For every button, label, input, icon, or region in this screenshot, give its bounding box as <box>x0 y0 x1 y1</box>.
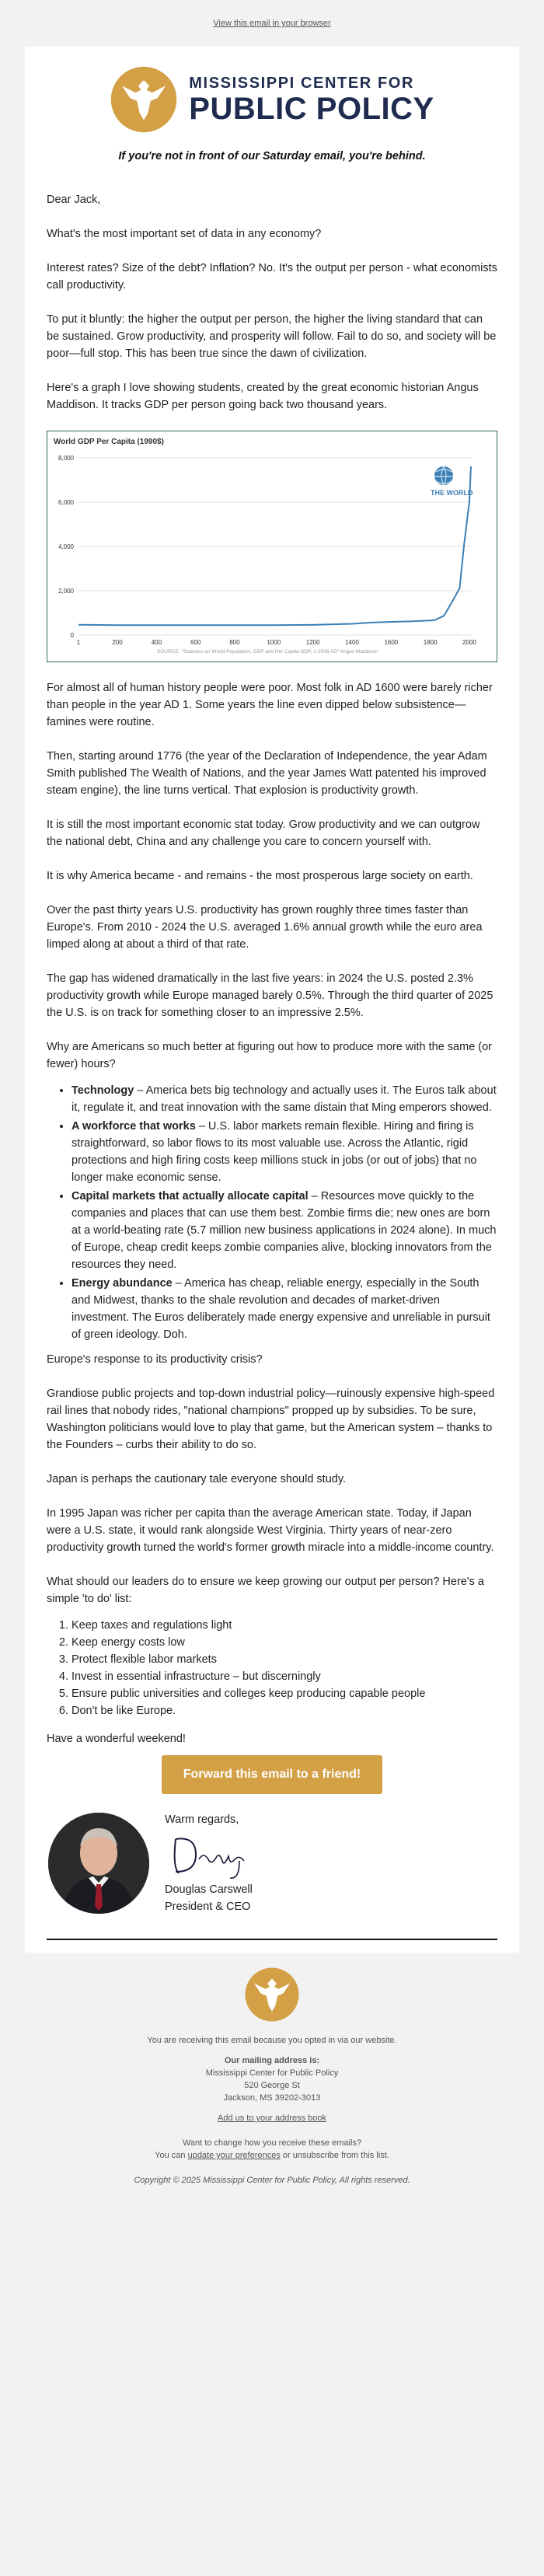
list-item-text: – Resources move quickly to the companies and places that can use them best. Zombie firms die; new ones are born at a world-beating rate (5.7 million new business applications in 2024 alone). In much of Europe, cheap credit keeps zombie companies alive, blocking innovators from the resources they need. <box>71 1190 497 1271</box>
todo-item: 6. Don't be like Europe. <box>71 1702 497 1719</box>
copyright: Copyright © 2025 Mississippi Center for Public Policy, All rights reserved. <box>134 2176 410 2185</box>
update-preferences-link[interactable]: update your preferences <box>187 2151 281 2160</box>
list-item-text: – America bets big technology and actually uses it. The Euros talk about it, regulate it, and treat innovation with the same distain that Ming emperors showed. <box>71 1084 497 1114</box>
gdp-chart <box>47 431 497 662</box>
list-item-head: A workforce that works <box>71 1120 196 1133</box>
list-item-text: – U.S. labor markets remain flexible. Hiring and firing is straightforward, so labor flows to its most valuable use. Across the Atlantic, rigid protections and high firing costs keep millions stuck in jobs (or out of jobs) that no longer make economic sense. <box>71 1120 477 1184</box>
paragraph: In 1995 Japan was richer per capita than the average American state. Today, if Japan were a U.S. state, it would rank alongside West Virginia. Thirty years of near-zero productivity growth turned the world's former growth miracle into a middle-income country. <box>47 1507 494 1554</box>
y-tick-label: 6,000 <box>58 499 74 506</box>
paragraph: Then, starting around 1776 (the year of the Declaration of Independence, the year Adam Smith published The Wealth of Nations, and the year James Watt patented his improved steam engine), the line turns vertical. That explosion is productivity growth. <box>47 750 487 797</box>
preferences-prefix: You can <box>155 2151 188 2160</box>
globe-icon <box>434 466 453 485</box>
list-item <box>71 1082 497 1116</box>
paragraph: It is why America became - and remains - the most prosperous large society on earth. <box>47 870 473 882</box>
paragraph: It is still the most important economic stat today. Grow productivity and we can outgrow the national debt, China and any challenge you care to concern yourself with. <box>47 819 480 848</box>
chart-source: SOURCE: "Statistics on World Population, GDP and Per Capita GDP, 1-2008 AD" Angus Maddison <box>156 649 378 654</box>
org-name: Mississippi Center for Public Policy <box>205 2068 339 2078</box>
todo-list <box>47 1617 497 1719</box>
x-tick-label: 1200 <box>305 639 320 646</box>
list-item-head: Capital markets that actually allocate capital <box>71 1190 309 1202</box>
todo-item: 2. Keep energy costs low <box>71 1634 497 1651</box>
x-tick-label: 1400 <box>345 639 359 646</box>
paragraph: What's the most important set of data in any economy? <box>47 228 322 240</box>
x-tick-label: 600 <box>190 639 201 646</box>
chart-legend: THE WORLD <box>431 489 473 497</box>
greeting: Dear Jack, <box>47 194 101 206</box>
optin-text: You are receiving this email because you opted in via our website. <box>147 2036 397 2045</box>
signer-title: President & CEO <box>165 1901 251 1913</box>
view-in-browser-link[interactable]: View this email in your browser <box>213 19 331 28</box>
x-tick-label: 200 <box>112 639 123 646</box>
change-text: Want to change how you receive these emails? <box>182 2138 362 2148</box>
paragraph: What should our leaders do to ensure we keep growing our output per person? Here's a simple 'to do' list: <box>47 1576 484 1605</box>
email-card <box>25 47 519 1953</box>
todo-item: 1. Keep taxes and regulations light <box>71 1617 497 1634</box>
mailing-label: Our mailing address is: <box>224 2056 320 2065</box>
signature-block <box>47 1810 497 1915</box>
handwritten-signature <box>165 1828 258 1881</box>
x-tick-label: 400 <box>151 639 162 646</box>
paragraph: Grandiose public projects and top-down industrial policy—ruinously expensive high-speed rail lines that nobody rides, "national champions" propped up by subsidies. To be sure, Washington politicians would love to play that game, but the American system – thanks to the Founders – curbs their ability to do so. <box>47 1387 495 1451</box>
todo-item: 3. Protect flexible labor markets <box>71 1651 497 1668</box>
todo-item: 5. Ensure public universities and colleges keep producing capable people <box>71 1685 497 1702</box>
logo-line-1: MISSISSIPPI CENTER FOR <box>189 74 414 92</box>
regards-text: Warm regards, <box>165 1813 239 1826</box>
y-tick-label: 8,000 <box>58 455 74 462</box>
preferences-line <box>0 2149 544 2162</box>
x-tick-label: 1600 <box>384 639 399 646</box>
paragraph: Japan is perhaps the cautionary tale everyone should study. <box>47 1473 347 1485</box>
paragraph: The gap has widened dramatically in the last five years: in 2024 the U.S. posted 2.3% productivity growth while Europe managed barely 0.5%. Through the third quarter of 2025 the U.S. is on track for something closer to an impressive 2.5%. <box>47 972 493 1019</box>
reasons-list <box>47 1082 497 1343</box>
x-tick-label: 1 <box>76 639 81 646</box>
paragraph: To put it bluntly: the higher the output per person, the higher the living standard that can be sustained. Grow productivity, and prosperity will follow. Fail to do so, and society will be poor—full stop. This has been true since the dawn of civilization. <box>47 313 497 360</box>
list-item <box>71 1118 497 1186</box>
logo-line-2: PUBLIC POLICY <box>189 91 434 126</box>
footer <box>0 1953 544 2187</box>
street: 520 George St <box>244 2081 300 2090</box>
closing: Have a wonderful weekend! <box>47 1733 186 1745</box>
eagle-logo-icon <box>110 65 178 134</box>
org-logo[interactable] <box>47 47 497 135</box>
todo-item: 4. Invest in essential infrastructure – but discerningly <box>71 1668 497 1685</box>
y-tick-label: 0 <box>70 632 74 639</box>
browser-link-bar <box>0 0 544 47</box>
city: Jackson, MS 39202-3013 <box>223 2093 321 2103</box>
avatar <box>48 1813 149 1914</box>
list-item-head: Technology <box>71 1084 134 1097</box>
paragraph: Here's a graph I love showing students, created by the great economic historian Angus Maddison. It tracks GDP per person going back two thousand years. <box>47 382 479 411</box>
gdp-chart-svg <box>47 431 497 660</box>
chart-title: World GDP Per Capita (1990$) <box>54 438 164 446</box>
tagline: If you're not in front of our Saturday email, you're behind. <box>118 150 426 162</box>
divider <box>47 1939 497 1940</box>
unsubscribe-text[interactable]: or unsubscribe from this list. <box>280 2151 389 2160</box>
paragraph: Europe's response to its productivity crisis? <box>47 1353 263 1366</box>
paragraph: Interest rates? Size of the debt? Inflation? No. It's the output per person - what economists call productivity. <box>47 262 497 291</box>
list-item-text: – America has cheap, reliable energy, especially in the South and Midwest, thanks to the shale revolution and decades of market-driven investment. The Euros deliberately made energy expensive and unreliable in pursuit of green ideology. Doh. <box>71 1277 490 1341</box>
y-tick-label: 4,000 <box>58 543 74 550</box>
chart-series-line <box>78 466 471 625</box>
x-tick-label: 800 <box>229 639 240 646</box>
forward-email-button[interactable]: Forward this email to a friend! <box>162 1755 382 1794</box>
paragraph: For almost all of human history people were poor. Most folk in AD 1600 were barely richer than people in the year AD 1. Some years the line even dipped below subsistence—famines were routine. <box>47 682 493 728</box>
list-item-head: Energy abundance <box>71 1277 173 1290</box>
list-item <box>71 1275 497 1343</box>
x-tick-label: 1800 <box>423 639 438 646</box>
list-item <box>71 1188 497 1273</box>
y-tick-label: 2,000 <box>58 588 74 595</box>
add-address-book-link[interactable]: Add us to your address book <box>217 2114 327 2123</box>
x-tick-label: 2000 <box>462 639 476 646</box>
signer-name: Douglas Carswell <box>165 1883 253 1896</box>
footer-eagle-logo-icon <box>244 1967 300 2023</box>
paragraph: Why are Americans so much better at figuring out how to produce more with the same (or fewer) hours? <box>47 1041 493 1070</box>
paragraph: Over the past thirty years U.S. productivity has grown roughly three times faster than Europe's. From 2010 - 2024 the U.S. averaged 1.6% annual growth while the euro area limped along at about a third of that rate. <box>47 904 483 951</box>
x-tick-label: 1000 <box>267 639 281 646</box>
